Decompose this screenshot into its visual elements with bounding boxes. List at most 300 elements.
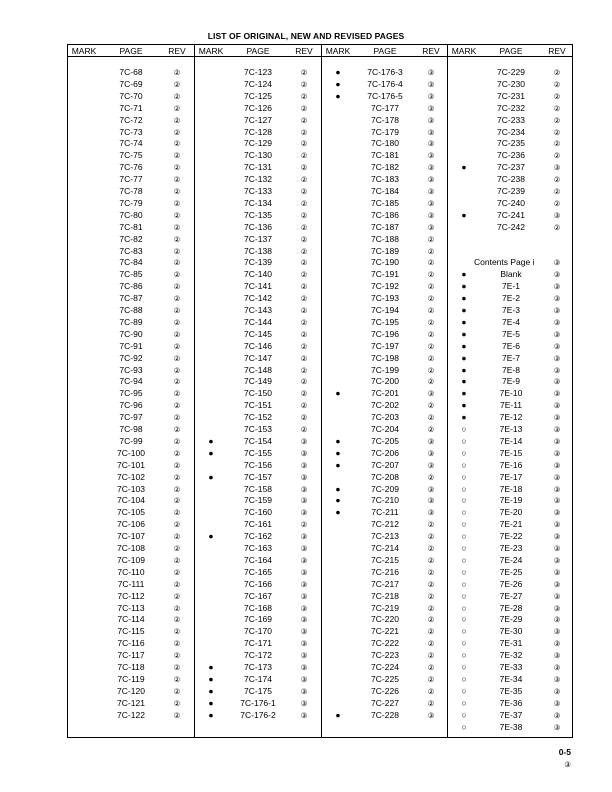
table-row — [195, 353, 321, 364]
page-cell: 7E-19 — [499, 495, 523, 506]
rev-cell: ③ — [553, 508, 561, 518]
rev-cell: ② — [427, 532, 435, 542]
page-cell: 7E-9 — [502, 376, 520, 387]
rev-cell: ③ — [553, 448, 561, 458]
table-row — [322, 555, 447, 566]
rev-cell: ② — [427, 282, 435, 292]
rev-cell: ② — [173, 579, 181, 589]
table-row — [68, 376, 194, 387]
page-cell: 7C-75 — [119, 150, 143, 161]
table-row — [448, 269, 572, 280]
table-row — [322, 281, 447, 292]
page-cell: 7C-233 — [497, 114, 525, 125]
table-row — [322, 614, 447, 625]
rev-cell: ② — [300, 520, 308, 530]
table-row — [448, 531, 572, 542]
rev-cell: ③ — [427, 460, 435, 470]
page-cell: 7C-113 — [117, 602, 145, 613]
rev-cell: ③ — [553, 698, 561, 708]
page-cell: 7C-133 — [244, 186, 272, 196]
table-row — [322, 436, 447, 447]
rev-cell: ③ — [553, 567, 561, 577]
table-row — [322, 115, 447, 126]
rev-cell: ② — [173, 234, 181, 244]
table-row — [322, 186, 447, 197]
page-cell: 7E-24 — [499, 554, 523, 565]
mark-cell: ● — [461, 352, 467, 363]
rev-cell: ③ — [427, 68, 435, 77]
table-row — [195, 281, 321, 292]
page-cell: 7C-129 — [244, 138, 272, 149]
table-row — [195, 495, 321, 506]
table-row — [322, 662, 447, 673]
page-cell: 7C-189 — [371, 245, 399, 256]
header-mark: MARK — [198, 46, 224, 56]
rev-cell: ② — [173, 603, 181, 613]
rev-cell: ② — [427, 270, 435, 280]
page-cell: 7C-167 — [244, 590, 272, 601]
contents-page-label: Contents Page i — [474, 257, 535, 268]
page-cell: 7E-36 — [499, 697, 523, 708]
table-row — [68, 67, 194, 78]
rev-cell: ② — [173, 187, 181, 196]
rev-cell: ③ — [553, 674, 561, 684]
page-cell: 7C-103 — [117, 483, 145, 494]
rev-cell: ② — [427, 651, 435, 661]
rev-cell: ② — [173, 567, 181, 577]
table-row — [322, 686, 447, 697]
page-cell: 7C-86 — [119, 281, 143, 292]
rev-cell: ② — [300, 222, 308, 232]
table-row — [195, 650, 321, 661]
table-row — [322, 650, 447, 661]
page-cell: 7E-30 — [499, 626, 523, 637]
rev-cell: ② — [173, 79, 181, 89]
rev-cell: ② — [173, 389, 181, 399]
page-cell: 7C-106 — [117, 519, 145, 530]
mark-cell: ○ — [461, 662, 467, 672]
table-row — [68, 91, 194, 102]
rev-cell: ③ — [553, 651, 561, 661]
table-row — [448, 186, 572, 197]
rev-cell: ② — [427, 425, 435, 434]
table-row — [195, 91, 321, 102]
table-row — [322, 317, 447, 328]
page-cell: 7C-231 — [497, 90, 525, 101]
table-row — [448, 638, 572, 649]
rev-cell: ② — [300, 425, 308, 434]
page-cell: 7C-174 — [244, 673, 272, 684]
page-cell: 7C-219 — [371, 602, 399, 613]
page-cell: 7C-88 — [119, 305, 143, 315]
page-cell: 7C-144 — [244, 316, 272, 327]
table-row — [195, 79, 321, 90]
table-row — [195, 555, 321, 566]
page-cell: 7C-223 — [371, 650, 399, 661]
rev-cell: ② — [173, 591, 181, 601]
rev-cell: ② — [427, 246, 435, 256]
table-row — [195, 210, 321, 221]
page-cell: 7C-98 — [119, 424, 143, 434]
header-mark: MARK — [71, 46, 97, 56]
table-row — [448, 650, 572, 661]
table-row — [448, 436, 572, 447]
table-row — [68, 650, 194, 661]
rev-cell: ② — [427, 365, 435, 375]
page-cell: 7C-210 — [371, 495, 399, 506]
page-cell: 7E-3 — [502, 305, 520, 315]
page-cell: 7C-221 — [371, 626, 399, 637]
table-row — [448, 698, 572, 709]
rev-cell: ② — [427, 329, 435, 339]
table-row — [448, 626, 572, 637]
table-row — [195, 472, 321, 483]
rev-cell: ③ — [427, 187, 435, 196]
mark-cell: ○ — [461, 697, 467, 708]
rev-cell: ③ — [300, 472, 308, 482]
table-row — [195, 127, 321, 138]
rev-cell: ③ — [300, 591, 308, 601]
page-cell: 7C-102 — [117, 471, 145, 482]
page-cell: 7C-216 — [371, 566, 399, 577]
rev-cell: ③ — [553, 377, 561, 387]
table-row — [68, 472, 194, 483]
page-cell: 7C-176-1 — [240, 697, 276, 708]
table-row — [195, 174, 321, 185]
table-row — [195, 424, 321, 435]
rev-cell: ③ — [300, 686, 308, 696]
page-cell: 7C-160 — [244, 507, 272, 518]
table-row — [195, 579, 321, 590]
table-row — [322, 127, 447, 138]
mark-cell: ● — [335, 459, 341, 470]
rev-cell: ② — [300, 282, 308, 292]
page-cell: 7E-29 — [499, 614, 523, 625]
table-row — [68, 174, 194, 185]
page-cell: 7C-207 — [371, 459, 399, 470]
rev-cell: ② — [300, 115, 308, 125]
table-row — [448, 67, 572, 78]
mark-cell: ○ — [461, 673, 467, 684]
page-cell: 7C-211 — [371, 507, 399, 518]
rev-cell: ③ — [427, 139, 435, 149]
table-row — [195, 484, 321, 495]
mark-cell: ○ — [461, 626, 467, 637]
page-cell: 7C-159 — [244, 495, 272, 506]
rev-cell: ② — [173, 508, 181, 518]
table-row — [448, 127, 572, 138]
page-cell: 7C-176-5 — [367, 90, 403, 101]
rev-cell: ② — [300, 175, 308, 185]
page-cell: 7C-209 — [371, 483, 399, 494]
page-cell: 7C-187 — [371, 221, 399, 232]
page-cell: 7E-4 — [502, 316, 520, 327]
rev-cell: ② — [553, 175, 561, 185]
page-cell: 7C-149 — [244, 376, 272, 387]
page-title: LIST OF ORIGINAL, NEW AND REVISED PAGES — [207, 31, 405, 41]
table-row — [322, 353, 447, 364]
rev-cell: ③ — [300, 674, 308, 684]
mark-cell: ○ — [461, 483, 467, 494]
mark-cell: ● — [208, 471, 214, 482]
table-row — [322, 269, 447, 280]
page-cell: 7C-215 — [371, 554, 399, 565]
table-row — [195, 150, 321, 161]
rev-cell: ③ — [427, 151, 435, 161]
rev-cell: ② — [173, 520, 181, 530]
table-row — [68, 567, 194, 578]
rev-cell: ③ — [553, 686, 561, 696]
table-row — [322, 210, 447, 221]
page-cell: 7C-138 — [244, 245, 272, 256]
rev-cell: ③ — [427, 91, 435, 101]
rev-cell: ② — [553, 187, 561, 196]
table-row — [448, 365, 572, 376]
page-cell: 7C-168 — [244, 602, 272, 613]
rev-cell: ③ — [553, 353, 561, 363]
rev-cell: ③ — [553, 496, 561, 506]
table-row — [195, 614, 321, 625]
mark-cell: ● — [208, 697, 214, 708]
table-row — [68, 531, 194, 542]
table-row — [68, 519, 194, 530]
page-cell: 7C-173 — [244, 662, 272, 672]
rev-cell: ② — [173, 341, 181, 351]
table-row — [195, 662, 321, 673]
page-cell: 7C-94 — [119, 376, 143, 387]
page-cell: 7C-166 — [244, 578, 272, 589]
table-row — [448, 162, 572, 173]
page-cell: 7E-25 — [499, 566, 523, 577]
mark-cell: ● — [461, 376, 467, 387]
rev-cell: ② — [173, 436, 181, 446]
table-row — [195, 341, 321, 352]
table-row — [448, 317, 572, 328]
rev-cell: ② — [553, 222, 561, 232]
rev-cell: ③ — [553, 282, 561, 292]
table-row — [68, 198, 194, 209]
table-row — [195, 710, 321, 721]
table-row — [322, 448, 447, 459]
page-cell: 7C-117 — [117, 650, 145, 661]
mark-cell: ○ — [461, 614, 467, 625]
table-row — [448, 567, 572, 578]
page-cell: 7C-161 — [244, 519, 272, 530]
page-cell: 7C-234 — [497, 126, 525, 137]
page-cell: 7C-92 — [119, 352, 143, 363]
table-row — [68, 388, 194, 399]
rev-cell: ② — [173, 127, 181, 137]
rev-cell: ② — [300, 413, 308, 423]
page-cell: 7E-34 — [499, 673, 523, 684]
page-cell: 7E-22 — [499, 531, 523, 542]
rev-cell: ③ — [553, 722, 561, 732]
page-cell: 7C-190 — [371, 257, 399, 268]
page-cell: 7C-185 — [371, 197, 399, 208]
page-cell: 7C-202 — [371, 400, 399, 411]
page-cell: 7E-10 — [499, 388, 523, 399]
mark-cell: ● — [461, 316, 467, 327]
page-cell: 7C-121 — [117, 697, 145, 708]
page-cell: 7C-76 — [119, 162, 143, 173]
page-cell: 7C-73 — [119, 126, 143, 137]
rev-cell: ② — [427, 674, 435, 684]
page-cell: 7C-177 — [371, 102, 399, 113]
page-cell: 7E-5 — [502, 328, 520, 339]
mark-cell: ● — [461, 328, 467, 339]
table-row — [448, 329, 572, 340]
page-cell: 7E-26 — [499, 578, 523, 589]
table-row — [448, 686, 572, 697]
page-cell: 7C-220 — [371, 614, 399, 625]
rev-cell: ② — [300, 258, 308, 268]
rev-cell: ② — [173, 413, 181, 423]
table-row — [68, 555, 194, 566]
page-cell: 7C-184 — [371, 186, 399, 196]
mark-cell: ○ — [461, 507, 467, 518]
rev-cell: ② — [173, 639, 181, 649]
page-cell: 7C-242 — [497, 221, 525, 232]
page-cell: 7C-107 — [117, 531, 145, 542]
page-cell: 7C-171 — [244, 638, 272, 649]
table-row — [195, 674, 321, 685]
page-cell: 7E-28 — [499, 602, 523, 613]
table-row — [448, 210, 572, 221]
rev-cell: ③ — [300, 615, 308, 625]
table-row — [322, 460, 447, 471]
mark-cell: ● — [208, 662, 214, 672]
table-row — [322, 91, 447, 102]
table-row — [322, 138, 447, 149]
rev-cell: ③ — [553, 436, 561, 446]
page-cell: 7C-164 — [244, 554, 272, 565]
page-cell: 7C-241 — [497, 209, 525, 220]
rev-cell: ② — [553, 79, 561, 89]
page-cell: 7C-183 — [371, 174, 399, 185]
rev-cell: ③ — [427, 508, 435, 518]
mark-cell: ○ — [461, 459, 467, 470]
table-row — [448, 281, 572, 292]
page-cell: 7C-180 — [371, 138, 399, 149]
page-cell: 7C-191 — [371, 269, 399, 280]
mark-cell: ● — [461, 340, 467, 351]
page-cell: 7C-87 — [119, 293, 143, 304]
page-cell: 7C-96 — [119, 400, 143, 411]
header-page: PAGE — [246, 46, 270, 56]
page-cell: 7C-169 — [244, 614, 272, 625]
table-row — [68, 257, 194, 268]
mark-cell: ● — [208, 531, 214, 542]
rev-cell: ③ — [300, 460, 308, 470]
page-cell: 7C-172 — [244, 650, 272, 661]
page-cell: 7C-226 — [371, 685, 399, 696]
table-row — [322, 234, 447, 245]
mark-cell: ● — [461, 400, 467, 411]
page-cell: 7C-140 — [244, 269, 272, 280]
rev-cell: ② — [173, 365, 181, 375]
rev-cell: ③ — [427, 484, 435, 494]
table-row — [322, 198, 447, 209]
table-row — [68, 698, 194, 709]
rev-cell: ② — [173, 686, 181, 696]
table-row — [195, 257, 321, 268]
table-row — [448, 591, 572, 602]
rev-cell: ② — [427, 663, 435, 672]
rev-cell: ② — [300, 365, 308, 375]
page-cell: 7C-227 — [371, 697, 399, 708]
mark-cell: ● — [335, 709, 341, 720]
page-cell: 7C-127 — [244, 114, 272, 125]
rev-cell: ② — [300, 91, 308, 101]
table-row — [322, 376, 447, 387]
table-row — [68, 638, 194, 649]
table-row — [68, 710, 194, 721]
rev-cell: ③ — [553, 306, 561, 315]
table-row — [68, 460, 194, 471]
page-cell: 7C-68 — [119, 67, 143, 77]
page-cell: 7C-181 — [371, 150, 399, 161]
page-cell: 7C-83 — [119, 245, 143, 256]
table-row — [68, 162, 194, 173]
page-cell: 7C-104 — [117, 495, 145, 506]
table-row — [448, 722, 572, 733]
page-cell: 7C-176-3 — [367, 67, 403, 77]
table-row — [448, 614, 572, 625]
table-row — [68, 246, 194, 257]
table-row — [195, 103, 321, 114]
page-cell: 7C-136 — [244, 221, 272, 232]
mark-cell: ● — [461, 269, 467, 280]
rev-cell: ③ — [553, 710, 561, 720]
page-cell: 7E-21 — [499, 519, 523, 530]
table-row — [68, 79, 194, 90]
table-row — [68, 127, 194, 138]
table-row — [68, 614, 194, 625]
table-row — [448, 484, 572, 495]
mark-cell: ● — [208, 709, 214, 720]
rev-cell: ③ — [300, 627, 308, 637]
rev-cell: ③ — [553, 544, 561, 553]
page-cell: 7C-208 — [371, 471, 399, 482]
table-row — [448, 460, 572, 471]
table-row — [322, 579, 447, 590]
table-row — [322, 603, 447, 614]
rev-cell: ③ — [553, 270, 561, 280]
rev-cell: ③ — [553, 163, 561, 173]
mark-cell: ○ — [461, 424, 467, 434]
mark-cell: ● — [208, 673, 214, 684]
rev-cell: ② — [173, 651, 181, 661]
rev-cell: ② — [173, 698, 181, 708]
rev-cell: ② — [553, 151, 561, 161]
page-cell: 7C-110 — [117, 566, 145, 577]
table-row — [322, 150, 447, 161]
page-cell: 7C-137 — [244, 233, 272, 244]
mark-cell: ● — [335, 507, 341, 518]
rev-cell: ③ — [427, 210, 435, 220]
rev-cell: ② — [427, 555, 435, 565]
page-cell: 7C-156 — [244, 459, 272, 470]
page-cell: 7C-72 — [119, 114, 143, 125]
table-row — [448, 257, 572, 268]
table-row — [68, 591, 194, 602]
rev-cell: ② — [173, 401, 181, 411]
table-row — [322, 79, 447, 90]
table-row — [195, 246, 321, 257]
page-cell: 7C-89 — [119, 316, 143, 327]
page-cell: 7C-200 — [371, 376, 399, 387]
rev-cell: ② — [427, 377, 435, 387]
